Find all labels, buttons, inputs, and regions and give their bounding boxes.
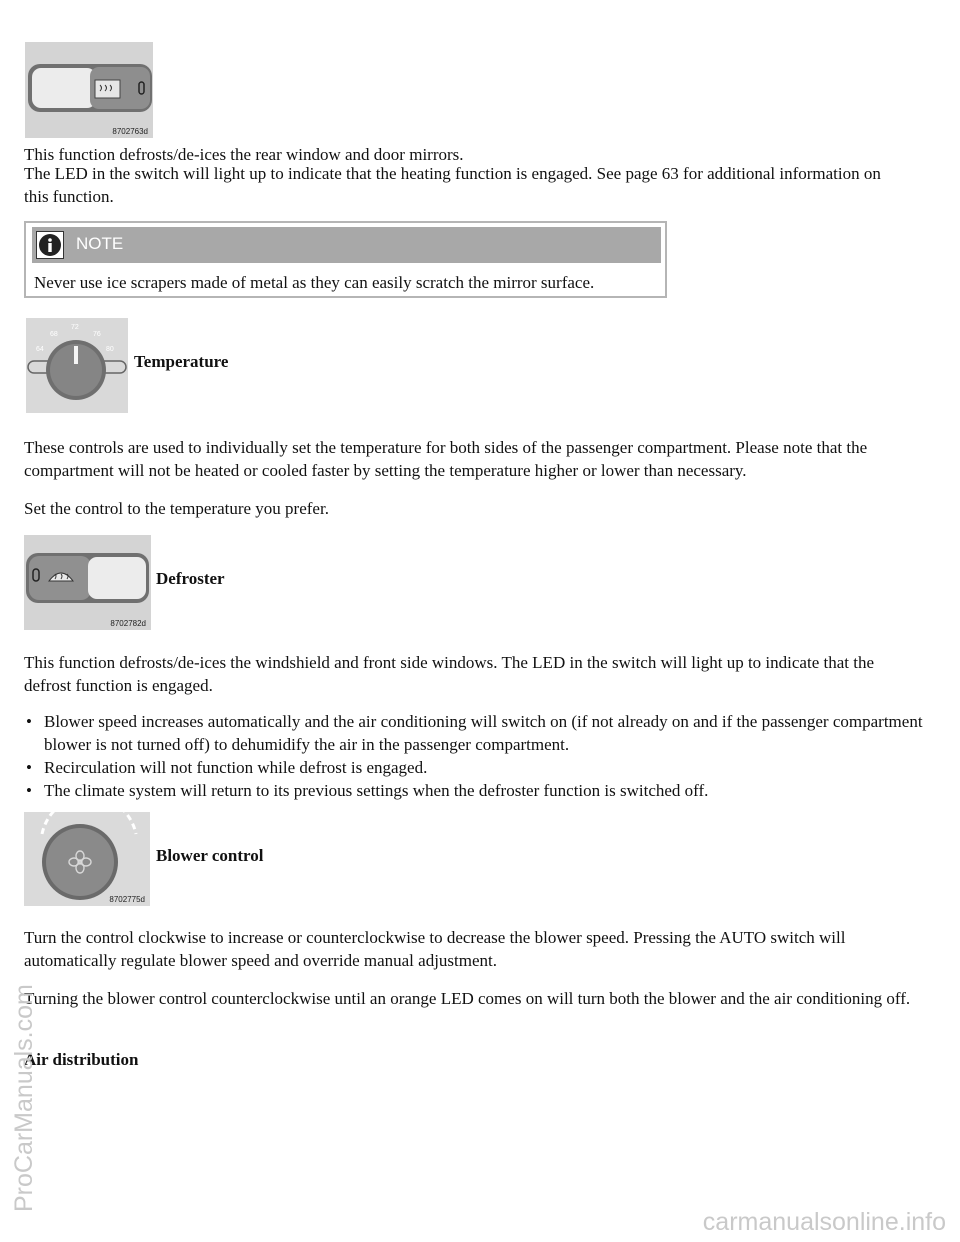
defroster-paragraph-1: This function defrosts/de-ices the windshield and front side windows. The LED in the switch will light up to indicate that the defrost function is engaged. — [24, 653, 874, 695]
blower-heading: Blower control — [156, 846, 264, 865]
list-item: • Recirculation will not function while defrost is engaged. — [24, 756, 928, 779]
temperature-paragraph-1: These controls are used to individually set the temperature for both sides of the passenger compartment. Please note that the compartment will not be heated or cooled faster by setting the temperature higher or lower than necessary. — [24, 438, 868, 480]
blower-knob-image — [24, 812, 150, 906]
temp-scale-72: 72 — [71, 324, 79, 331]
air-distribution-heading: Air distribution — [24, 1050, 139, 1069]
temperature-knob-graphic — [26, 318, 128, 413]
rear-defrost-switch-graphic — [25, 42, 153, 138]
blower-knob-graphic — [24, 812, 150, 906]
defroster-bullet-list — [24, 710, 928, 802]
defroster-heading: Defroster — [156, 569, 225, 588]
temperature-paragraph-2: Set the control to the temperature you prefer. — [24, 499, 329, 518]
footer-watermark: carmanualsonline.info — [702, 1208, 946, 1236]
note-box — [24, 221, 667, 298]
image-code: 8702763d — [112, 127, 148, 136]
defroster-switch-graphic — [24, 535, 151, 630]
temperature-heading: Temperature — [134, 352, 229, 371]
note-title: NOTE — [76, 234, 124, 253]
info-icon — [36, 231, 64, 259]
temp-scale-76: 76 — [93, 331, 101, 338]
temp-scale-68: 68 — [50, 331, 58, 338]
note-text: Never use ice scrapers made of metal as they can easily scratch the mirror surface. — [34, 273, 595, 292]
list-item: • Blower speed increases automatically and the air conditioning will switch on (if not already on and if the passenger compartment blower is not turned off) to dehumidify the air in the passenger compartment. — [24, 710, 928, 756]
rear-defrost-paragraph-1: This function defrosts/de-ices the rear window and door mirrors. — [24, 145, 464, 164]
blower-paragraph-1: Turn the control clockwise to increase or counterclockwise to decrease the blower speed. Pressing the AUTO switch will automatically regulate blower speed and override manual adjustment. — [24, 928, 846, 970]
side-watermark: ProCarManuals.com — [10, 984, 38, 1212]
image-code: 8702775d — [109, 895, 145, 904]
image-code: 8702782d — [110, 619, 146, 628]
temp-scale-64: 64 — [36, 346, 44, 353]
note-header-bar — [32, 227, 661, 263]
rear-defrost-switch-image — [25, 42, 153, 138]
blower-paragraph-2: Turning the blower control counterclockwise until an orange LED comes on will turn both the blower and the air conditioning off. — [24, 989, 911, 1008]
temperature-knob-image — [26, 318, 128, 413]
list-item: • The climate system will return to its previous settings when the defroster function is switched off. — [24, 779, 928, 802]
rear-defrost-paragraph-2: The LED in the switch will light up to indicate that the heating function is engaged. See page 63 for additional information on this function. — [24, 164, 881, 206]
temp-scale-80: 80 — [106, 346, 114, 353]
defroster-switch-image — [24, 535, 151, 630]
